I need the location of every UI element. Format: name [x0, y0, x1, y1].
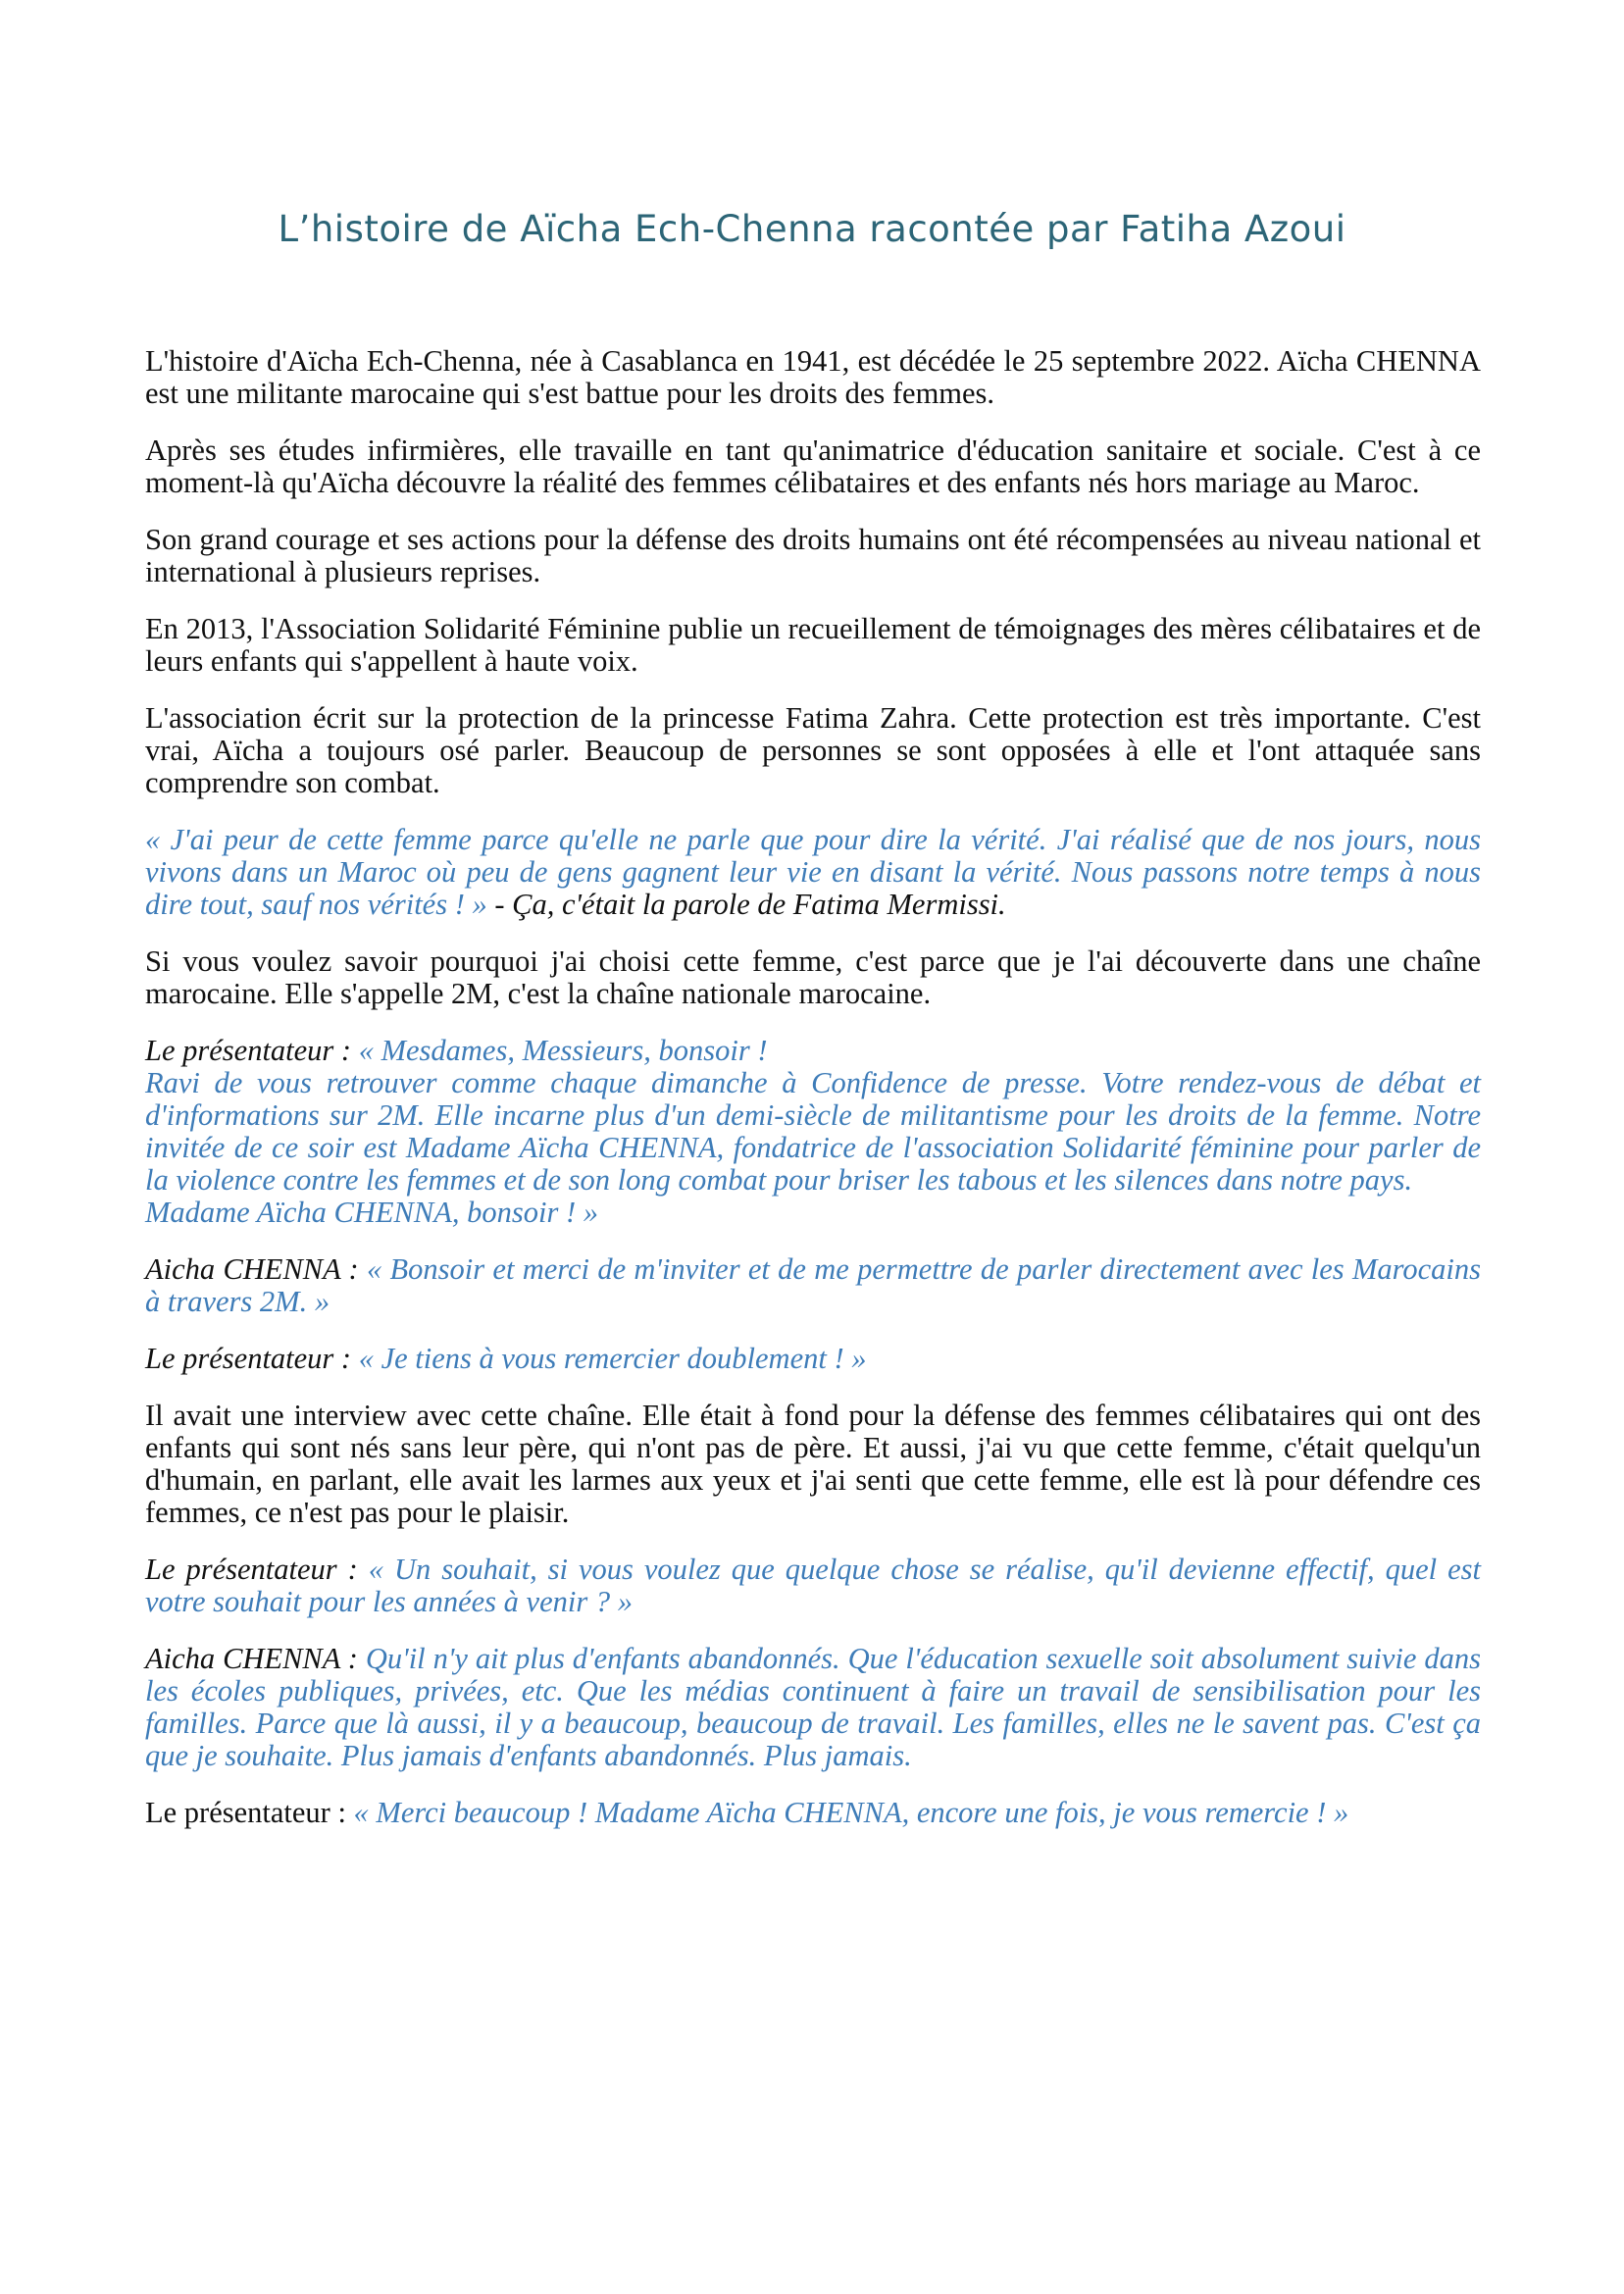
dialogue-text: « Un souhait, si vous voulez que quelque chose se réalise, qu'il devienne effectif, quel est votre souhait pour les années à venir ? » — [145, 1553, 1481, 1618]
dialogue-text: Madame Aïcha CHENNA, bonsoir ! » — [145, 1196, 598, 1229]
dialogue-presenter-intro — [145, 1035, 1481, 1229]
speaker-label: Le présentateur : — [145, 1034, 359, 1067]
speaker-label: Le présentateur : — [145, 1342, 359, 1375]
speaker-label: Le présentateur : — [145, 1796, 354, 1829]
dialogue-text: « Je tiens à vous remercier doublement ! » — [358, 1342, 867, 1375]
quote-attribution: - Ça, c'était la parole de Fatima Mermissi. — [486, 888, 1006, 921]
paragraph-protection: L'association écrit sur la protection de la princesse Fatima Zahra. Cette protection est très importante. C'est vrai, Aïcha a toujours osé parler. Beaucoup de personnes se sont opposées à elle et l'ont attaquée sans comprendre son combat. — [145, 701, 1481, 799]
dialogue-presenter-wish — [145, 1554, 1481, 1618]
dialogue-text: « Mesdames, Messieurs, bonsoir ! — [358, 1034, 768, 1067]
quote-mernissi — [145, 824, 1481, 921]
paragraph-association: En 2013, l'Association Solidarité Féminine publie un recueillement de témoignages des mères célibataires et de leurs enfants qui s'appellent à haute voix. — [145, 612, 1481, 678]
dialogue-presenter-thanks — [145, 1343, 1481, 1375]
quote-text: « J'ai peur de cette femme parce qu'elle ne parle que pour dire la vérité. J'ai réalisé que de nos jours, nous vivons dans un Maroc où peu de gens gagnent leur vie en disant la vérité. Nous passons notre temps à nous dire tout, sauf nos vérités ! » — [145, 823, 1481, 921]
paragraph-choice: Si vous voulez savoir pourquoi j'ai choisi cette femme, c'est parce que je l'ai découverte dans une chaîne marocaine. Elle s'appelle 2M, c'est la chaîne nationale marocaine. — [145, 944, 1481, 1010]
speaker-label: Aicha CHENNA : — [145, 1252, 367, 1286]
paragraph-awards: Son grand courage et ses actions pour la défense des droits humains ont été récompensées au niveau national et international à plusieurs reprises. — [145, 523, 1481, 588]
paragraph-intro: L'histoire d'Aïcha Ech-Chenna, née à Casablanca en 1941, est décédée le 25 septembre 2022. Aïcha CHENNA est une militante marocaine qui s'est battue pour les droits des femmes. — [145, 344, 1481, 410]
speaker-label: Aicha CHENNA : — [145, 1642, 366, 1675]
dialogue-text: Ravi de vous retrouver comme chaque dimanche à Confidence de presse. Votre rendez-vous de débat et d'informations sur 2M. Elle incarne plus d'un demi-siècle de militantisme pour les droits de la femme. Notre invitée de ce soir est Madame Aïcha CHENNA, fondatrice de l'association Solidarité féminine pour parler de la violence contre les femmes et de son long combat pour briser les tabous et les silences dans notre pays. — [145, 1066, 1481, 1197]
speaker-label: Le présentateur : — [145, 1553, 369, 1586]
dialogue-chenna-reply — [145, 1253, 1481, 1318]
dialogue-chenna-wish — [145, 1643, 1481, 1772]
paragraph-interview: Il avait une interview avec cette chaîne. Elle était à fond pour la défense des femmes célibataires qui ont des enfants qui sont nés sans leur père, qui n'ont pas de père. Et aussi, j'ai vu que cette femme, c'était quelqu'un d'humain, en parlant, elle avait les larmes aux yeux et j'ai senti que cette femme, elle est là pour défendre ces femmes, ce n'est pas pour le plaisir. — [145, 1399, 1481, 1529]
document-body — [145, 345, 1481, 1854]
dialogue-presenter-closing — [145, 1797, 1481, 1829]
dialogue-text: « Merci beaucoup ! Madame Aïcha CHENNA, encore une fois, je vous remercie ! » — [353, 1796, 1349, 1829]
dialogue-text: « Bonsoir et merci de m'inviter et de me permettre de parler directement avec les Marocains à travers 2M. » — [145, 1252, 1481, 1318]
dialogue-text: Qu'il n'y ait plus d'enfants abandonnés. Que l'éducation sexuelle soit absolument suivie dans les écoles publiques, privées, etc. Que les médias continuent à faire un travail de sensibilisation pour les familles. Parce que là aussi, il y a beaucoup, beaucoup de travail. Les familles, elles ne le savent pas. C'est ça que je souhaite. Plus jamais d'enfants abandonnés. Plus jamais. — [145, 1642, 1481, 1772]
document-title: L’histoire de Aïcha Ech-Chenna racontée par Fatiha Azoui — [278, 208, 1346, 250]
paragraph-studies: Après ses études infirmières, elle travaille en tant qu'animatrice d'éducation sanitaire et sociale. C'est à ce moment-là qu'Aïcha découvre la réalité des femmes célibataires et des enfants nés hors mariage au Maroc. — [145, 433, 1481, 499]
